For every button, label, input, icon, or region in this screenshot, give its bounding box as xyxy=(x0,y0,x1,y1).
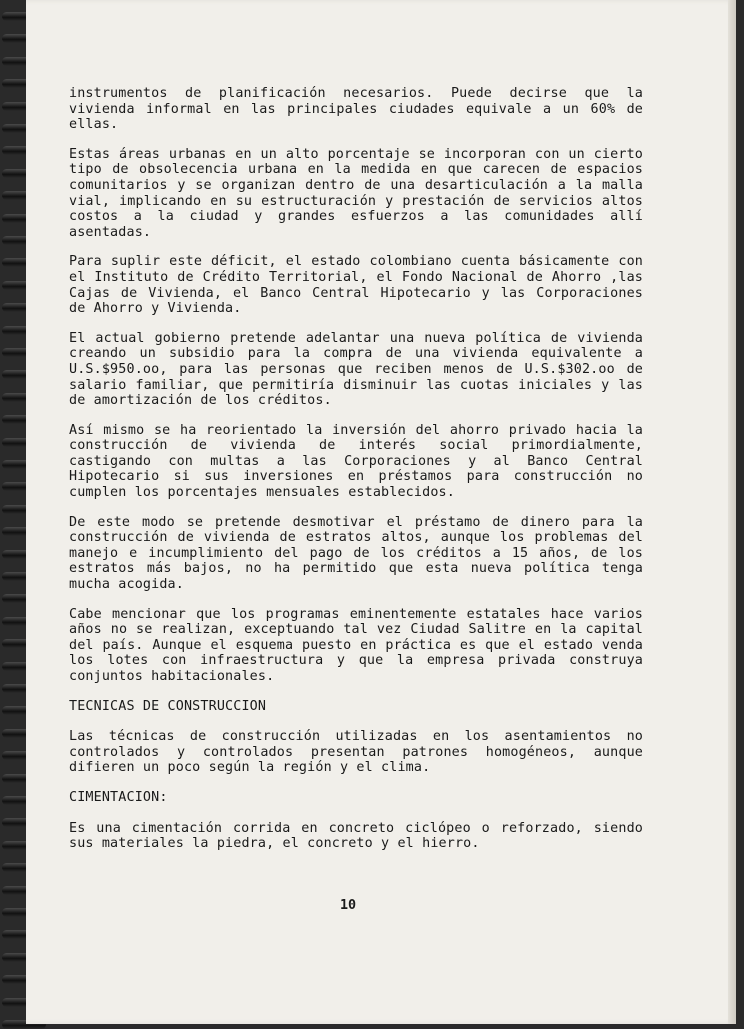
paragraph-tecnicas: Las técnicas de construcción utilizadas en los asentamientos no controlados y controlados presentan patrones homogéneos, aunque difieren un poco según la región y el clima. xyxy=(69,729,643,776)
paragraph-4: El actual gobierno pretende adelantar una nueva política de vivienda creando un subsidio para la compra de una vivienda equivalente a U.S.$950.oo, para las personas que reciben menos de U.S.$302.oo de salario familiar, que permitiría disminuir las cuotas iniciales y las de amortización de los créditos. xyxy=(69,330,643,409)
paragraph-1: instrumentos de planificación necesarios. Puede decirse que la vivienda informal en las principales ciudades equivale a un 60% de ellas. xyxy=(69,86,643,133)
document-page xyxy=(26,0,736,1024)
section-heading-tecnicas: TECNICAS DE CONSTRUCCION xyxy=(69,698,267,714)
paragraph-2: Estas áreas urbanas en un alto porcentaje se incorporan con un cierto tipo de obsolecencia urbana en la medida en que carecen de espacios comunitarios y se organizan dentro de una desarticulación a la malla vial, implicando en su estructuración y prestación de servicios altos costos a la ciudad y grandes esfuerzos a las comunidades allí asentadas. xyxy=(69,146,643,240)
paragraph-cimentacion: Es una cimentación corrida en concreto ciclópeo o reforzado, siendo sus materiales la piedra, el concreto y el hierro. xyxy=(69,820,643,852)
paragraph-7: Cabe mencionar que los programas eminentemente estatales hace varios años no se realizan, exceptuando tal vez Ciudad Salitre en la capital del país. Aunque el esquema puesto en práctica es que el estado venda los lotes con infraestructura y que la empresa privada construya conjuntos habitacionales. xyxy=(69,606,643,684)
paragraph-6: De este modo se pretende desmotivar el préstamo de dinero para la construcción de vivienda de estratos altos, aunque los problemas del manejo e incumplimiento del pago de los créditos a 15 años, de los estratos más bajos, no ha permitido que esta nueva política tenga mucha acogida. xyxy=(69,514,643,593)
page-content xyxy=(69,86,643,866)
page-edge xyxy=(728,0,736,1024)
page-number: 10 xyxy=(340,898,357,913)
paragraph-5: Así mismo se ha reorientado la inversión del ahorro privado hacia la construcción de vivienda de interés social primordialmente, castigando con multas a las Corporaciones y al Banco Central Hipotecario si sus inversiones en préstamos para construcción no cumplen los porcentajes mensuales establecidos. xyxy=(69,422,643,501)
paragraph-3: Para suplir este déficit, el estado colombiano cuenta básicamente con el Instituto de Crédito Territorial, el Fondo Nacional de Ahorro ,las Cajas de Vivienda, el Banco Central Hipotecario y las Corporaciones de Ahorro y Vivienda. xyxy=(69,254,643,317)
section-heading-cimentacion: CIMENTACION: xyxy=(69,789,168,805)
